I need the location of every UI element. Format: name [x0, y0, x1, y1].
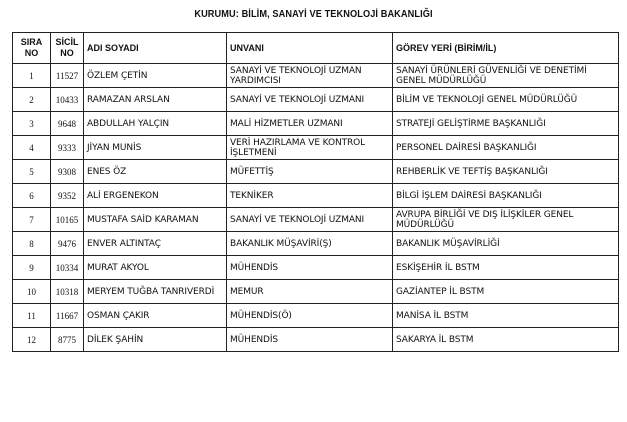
cell-sicil: 11527	[51, 64, 84, 88]
cell-sicil: 9352	[51, 184, 84, 208]
cell-sira: 8	[13, 232, 51, 256]
cell-sicil: 10318	[51, 280, 84, 304]
table-row	[13, 184, 619, 208]
cell-duty: BİLİM VE TEKNOLOJİ GENEL MÜDÜRLÜĞÜ	[393, 88, 619, 112]
cell-sicil: 9308	[51, 160, 84, 184]
personnel-table	[12, 32, 619, 352]
table-row	[13, 64, 619, 88]
cell-sicil: 10334	[51, 256, 84, 280]
table-header-row	[13, 33, 619, 64]
cell-name: JİYAN MUNİS	[84, 136, 227, 160]
table-row	[13, 88, 619, 112]
cell-duty: SANAYİ ÜRÜNLERİ GÜVENLİĞİ VE DENETİMİ GENEL MÜDÜRLÜĞÜ	[393, 64, 619, 88]
header-sicil-no: SİCİL NO	[51, 33, 84, 64]
cell-sicil: 9333	[51, 136, 84, 160]
cell-title: SANAYİ VE TEKNOLOJİ UZMANI	[227, 88, 393, 112]
cell-sira: 1	[13, 64, 51, 88]
cell-title: MEMUR	[227, 280, 393, 304]
cell-name: MERYEM TUĞBA TANRIVERDİ	[84, 280, 227, 304]
cell-duty: BAKANLIK MÜŞAVİRLİĞİ	[393, 232, 619, 256]
cell-title: SANAYİ VE TEKNOLOJİ UZMAN YARDIMCISI	[227, 64, 393, 88]
cell-sira: 6	[13, 184, 51, 208]
cell-name: ÖZLEM ÇETİN	[84, 64, 227, 88]
header-sira-no: SIRA NO	[13, 33, 51, 64]
cell-sicil: 9648	[51, 112, 84, 136]
cell-sira: 3	[13, 112, 51, 136]
cell-sicil: 9476	[51, 232, 84, 256]
cell-duty: ESKİŞEHİR İL BSTM	[393, 256, 619, 280]
table-row	[13, 208, 619, 232]
cell-duty: GAZİANTEP İL BSTM	[393, 280, 619, 304]
cell-sira: 11	[13, 304, 51, 328]
cell-name: OSMAN ÇAKIR	[84, 304, 227, 328]
cell-title: MÜFETTİŞ	[227, 160, 393, 184]
table-row	[13, 328, 619, 352]
table-row	[13, 136, 619, 160]
header-unvani: UNVANI	[227, 33, 393, 64]
cell-title: TEKNİKER	[227, 184, 393, 208]
cell-name: MURAT AKYOL	[84, 256, 227, 280]
cell-name: ENVER ALTINTAÇ	[84, 232, 227, 256]
cell-title: MÜHENDİS	[227, 328, 393, 352]
cell-title: MÜHENDİS(Ö)	[227, 304, 393, 328]
cell-duty: STRATEJİ GELİŞTİRME BAŞKANLIĞI	[393, 112, 619, 136]
cell-name: ABDULLAH YALÇIN	[84, 112, 227, 136]
cell-sira: 4	[13, 136, 51, 160]
cell-sira: 2	[13, 88, 51, 112]
table-row	[13, 280, 619, 304]
document-title: KURUMU: BİLİM, SANAYİ VE TEKNOLOJİ BAKANLIĞI	[194, 9, 433, 20]
cell-duty: BİLGİ İŞLEM DAİRESİ BAŞKANLIĞI	[393, 184, 619, 208]
table-row	[13, 304, 619, 328]
cell-sira: 5	[13, 160, 51, 184]
cell-sicil: 10165	[51, 208, 84, 232]
header-adi-soyadi: ADI SOYADI	[84, 33, 227, 64]
cell-name: DİLEK ŞAHİN	[84, 328, 227, 352]
cell-sira: 10	[13, 280, 51, 304]
cell-sira: 7	[13, 208, 51, 232]
cell-sicil: 11667	[51, 304, 84, 328]
header-gorev-yeri: GÖREV YERİ (BİRİM/İL)	[393, 33, 619, 64]
cell-title: BAKANLIK MÜŞAVİRİ(Ş)	[227, 232, 393, 256]
cell-duty: SAKARYA İL BSTM	[393, 328, 619, 352]
cell-title: SANAYİ VE TEKNOLOJİ UZMANI	[227, 208, 393, 232]
cell-title: VERİ HAZIRLAMA VE KONTROL İŞLETMENİ	[227, 136, 393, 160]
cell-duty: REHBERLİK VE TEFTİŞ BAŞKANLIĞI	[393, 160, 619, 184]
cell-sira: 9	[13, 256, 51, 280]
cell-title: MALİ HİZMETLER UZMANI	[227, 112, 393, 136]
cell-duty: AVRUPA BİRLİĞİ VE DIŞ İLİŞKİLER GENEL MÜDÜRLÜĞÜ	[393, 208, 619, 232]
cell-duty: PERSONEL DAİRESİ BAŞKANLIĞI	[393, 136, 619, 160]
cell-sira: 12	[13, 328, 51, 352]
cell-name: ENES ÖZ	[84, 160, 227, 184]
cell-name: MUSTAFA SAİD KARAMAN	[84, 208, 227, 232]
table-row	[13, 112, 619, 136]
cell-name: RAMAZAN ARSLAN	[84, 88, 227, 112]
table-row	[13, 256, 619, 280]
cell-duty: MANİSA İL BSTM	[393, 304, 619, 328]
table-row	[13, 160, 619, 184]
cell-sicil: 8775	[51, 328, 84, 352]
table-row	[13, 232, 619, 256]
cell-name: ALİ ERGENEKON	[84, 184, 227, 208]
cell-title: MÜHENDİS	[227, 256, 393, 280]
cell-sicil: 10433	[51, 88, 84, 112]
